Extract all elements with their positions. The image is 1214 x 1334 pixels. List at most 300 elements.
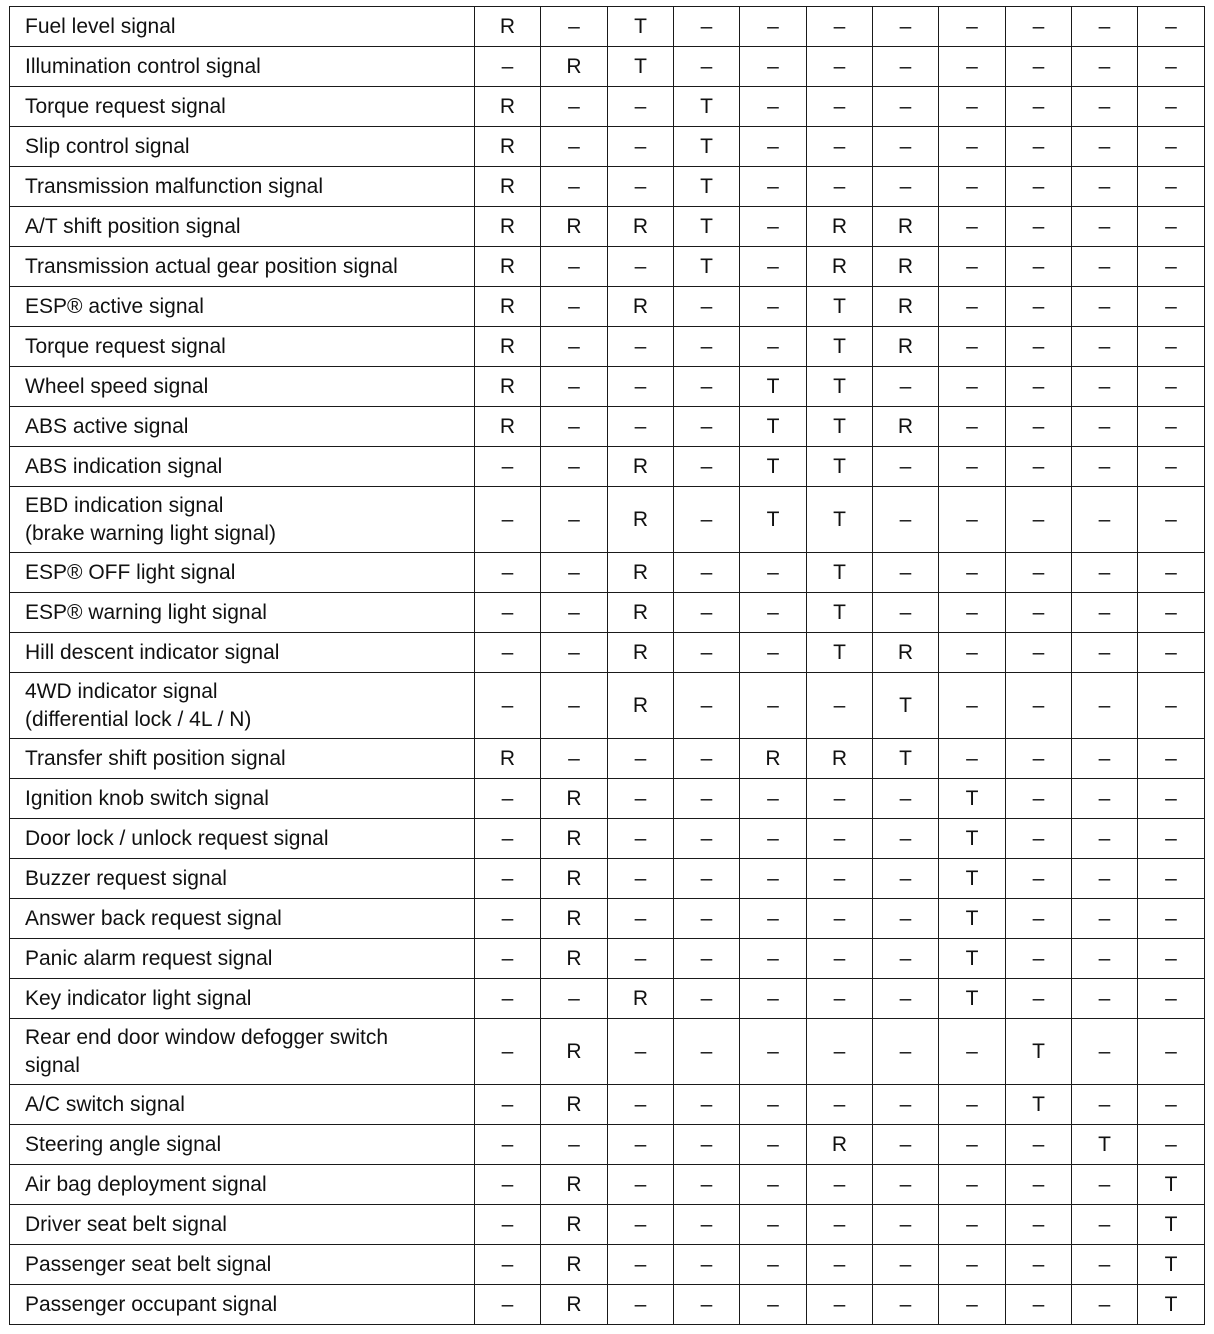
signal-role-cell: – [674,739,740,779]
signal-role-cell: – [740,47,807,87]
signal-role-cell: – [740,939,807,979]
signal-role-cell: R [475,87,541,127]
signal-name-line: Transmission malfunction signal [25,174,324,198]
signal-role-cell: – [1006,739,1072,779]
signal-role-cell: T [807,487,873,553]
signal-role-cell: – [939,487,1006,553]
signal-role-cell: T [1138,1165,1205,1205]
signal-role-cell: – [1138,899,1205,939]
table-row [10,979,1205,1019]
signal-role-cell: – [674,447,740,487]
signal-role-cell: – [475,487,541,553]
signal-role-cell: – [807,673,873,739]
signal-role-cell: T [740,367,807,407]
signal-role-cell: – [1072,487,1138,553]
signal-role-cell: – [1138,87,1205,127]
signal-role-cell: R [541,1019,608,1085]
signal-name-cell [10,487,475,553]
signal-role-cell: – [873,7,939,47]
signal-role-cell: – [541,7,608,47]
signal-role-cell: – [740,1085,807,1125]
signal-role-cell: – [541,247,608,287]
signal-role-cell: – [1072,1019,1138,1085]
signal-role-cell: – [475,633,541,673]
signal-role-cell: – [1006,939,1072,979]
signal-role-cell: – [1072,1245,1138,1285]
signal-name-cell [10,1125,475,1165]
signal-role-cell: – [939,1245,1006,1285]
signal-role-cell: – [475,1205,541,1245]
signal-role-cell: – [608,1165,674,1205]
signal-role-cell: – [674,1019,740,1085]
signal-role-cell: T [807,633,873,673]
signal-role-cell: – [1006,487,1072,553]
signal-role-cell: T [873,739,939,779]
signal-name-line: ESP® OFF light signal [25,560,236,584]
signal-role-cell: – [608,1205,674,1245]
signal-role-cell: – [1006,167,1072,207]
table-row [10,7,1205,47]
signal-name-cell [10,287,475,327]
signal-role-cell: – [541,327,608,367]
signal-role-cell: – [873,1019,939,1085]
signal-role-cell: – [1072,673,1138,739]
signal-role-cell: – [674,47,740,87]
signal-role-cell: – [475,1019,541,1085]
signal-role-cell: – [541,633,608,673]
signal-role-cell: T [1006,1019,1072,1085]
signal-name-line: Passenger seat belt signal [25,1252,272,1276]
signal-role-cell: – [939,1205,1006,1245]
signal-role-cell: – [1072,167,1138,207]
signal-role-cell: – [873,167,939,207]
signal-role-cell: – [939,447,1006,487]
signal-name-line: 4WD indicator signal [25,679,218,703]
signal-role-cell: R [873,633,939,673]
signal-role-cell: – [1072,287,1138,327]
signal-role-cell: – [674,673,740,739]
signal-role-cell: T [1006,1085,1072,1125]
signal-role-cell: – [1006,247,1072,287]
signal-role-cell: – [1138,979,1205,1019]
signal-name-cell [10,1245,475,1285]
table-row [10,207,1205,247]
signal-name-cell [10,1285,475,1325]
signal-role-cell: T [1138,1205,1205,1245]
signal-role-cell: – [1006,899,1072,939]
signal-role-cell: – [740,899,807,939]
signal-role-cell: R [608,979,674,1019]
signal-role-cell: – [1072,407,1138,447]
signal-role-cell: – [807,939,873,979]
table-row [10,127,1205,167]
signal-role-cell: – [541,487,608,553]
table-row [10,779,1205,819]
signal-role-cell: T [674,247,740,287]
signal-role-cell: R [541,1245,608,1285]
signal-role-cell: – [873,553,939,593]
signal-role-cell: – [1072,247,1138,287]
signal-role-cell: – [873,447,939,487]
signal-name-line: (differential lock / 4L / N) [25,707,252,731]
table-row [10,1285,1205,1325]
signal-role-cell: T [807,593,873,633]
signal-role-cell: R [475,367,541,407]
table-row [10,939,1205,979]
signal-name-line: Air bag deployment signal [25,1172,267,1196]
signal-name-cell [10,859,475,899]
signal-name-cell [10,407,475,447]
signal-role-cell: – [1072,1165,1138,1205]
signal-role-cell: – [1006,367,1072,407]
signal-role-cell: – [1072,327,1138,367]
signal-role-cell: – [608,1125,674,1165]
signal-role-cell: – [674,899,740,939]
signal-role-cell: – [807,1085,873,1125]
signal-role-cell: – [475,819,541,859]
signal-role-cell: – [475,899,541,939]
signal-role-cell: – [873,1165,939,1205]
signal-role-cell: R [873,327,939,367]
signal-role-cell: – [1138,859,1205,899]
signal-role-cell: T [939,979,1006,1019]
signal-role-cell: T [939,819,1006,859]
signal-name-line: Torque request signal [25,334,226,358]
signal-role-cell: – [873,487,939,553]
signal-role-cell: T [807,327,873,367]
signal-role-cell: – [674,287,740,327]
signal-name-line: signal [25,1053,80,1077]
signal-name-line: Passenger occupant signal [25,1292,278,1316]
signal-role-cell: T [674,167,740,207]
table-row [10,367,1205,407]
signal-role-cell: – [1138,287,1205,327]
signal-role-cell: – [1072,1085,1138,1125]
signal-role-cell: – [1006,1125,1072,1165]
signal-role-cell: – [475,673,541,739]
signal-role-cell: – [1072,593,1138,633]
signal-role-cell: – [1006,1205,1072,1245]
signal-role-cell: – [674,1245,740,1285]
signal-role-cell: – [1072,899,1138,939]
signal-role-cell: – [873,979,939,1019]
signal-role-cell: – [1138,939,1205,979]
signal-role-cell: – [541,553,608,593]
table-row [10,407,1205,447]
signal-name-line: Panic alarm request signal [25,946,273,970]
table-row [10,899,1205,939]
signal-role-cell: – [1006,47,1072,87]
signal-name-line: Torque request signal [25,94,226,118]
signal-role-cell: – [475,1125,541,1165]
signal-name-cell [10,819,475,859]
signal-role-cell: – [1072,979,1138,1019]
signal-role-cell: R [608,593,674,633]
signal-role-cell: R [608,207,674,247]
signal-role-cell: – [939,593,1006,633]
signal-role-cell: T [608,47,674,87]
signal-role-cell: – [873,367,939,407]
signal-name-cell [10,979,475,1019]
signal-role-cell: – [1072,1205,1138,1245]
signal-role-cell: – [1006,447,1072,487]
table-row [10,673,1205,739]
signal-name-line: Slip control signal [25,134,190,158]
signal-name-line: (brake warning light signal) [25,521,276,545]
signal-role-cell: T [807,447,873,487]
signal-role-cell: – [939,1019,1006,1085]
signal-name-cell [10,899,475,939]
signal-role-cell: R [475,287,541,327]
signal-role-cell: – [807,1285,873,1325]
signal-name-line: Illumination control signal [25,54,261,78]
signal-role-cell: – [1138,407,1205,447]
signal-role-cell: – [873,859,939,899]
signal-role-cell: – [807,47,873,87]
signal-role-cell: – [674,633,740,673]
signal-role-cell: – [740,1245,807,1285]
signal-role-cell: – [740,553,807,593]
signal-role-cell: – [873,1205,939,1245]
signal-role-cell: R [608,487,674,553]
signal-name-cell [10,207,475,247]
signal-role-cell: – [807,899,873,939]
signal-name-cell [10,673,475,739]
signal-role-cell: – [939,207,1006,247]
signal-role-cell: – [939,407,1006,447]
signal-role-cell: R [475,207,541,247]
signal-role-cell: – [873,939,939,979]
signal-role-cell: – [1072,207,1138,247]
signal-role-cell: – [1006,553,1072,593]
signal-role-cell: – [541,407,608,447]
signal-role-cell: T [740,447,807,487]
signal-role-cell: – [1138,127,1205,167]
signal-role-cell: – [475,939,541,979]
signal-role-cell: T [807,367,873,407]
signal-name-cell [10,127,475,167]
signal-role-cell: – [1138,779,1205,819]
signal-role-cell: R [873,407,939,447]
signal-role-cell: – [1138,447,1205,487]
signal-role-cell: – [1138,1085,1205,1125]
signal-role-cell: R [541,207,608,247]
signal-role-cell: – [1006,819,1072,859]
signal-role-cell: – [475,553,541,593]
signal-role-cell: – [807,1019,873,1085]
signal-role-cell: – [873,87,939,127]
signal-role-cell: T [1072,1125,1138,1165]
table-row [10,633,1205,673]
signal-name-line: Ignition knob switch signal [25,786,269,810]
signal-role-cell: R [608,287,674,327]
signal-role-cell: T [1138,1285,1205,1325]
signal-role-cell: R [541,1085,608,1125]
signal-role-cell: – [1072,47,1138,87]
signal-role-cell: – [1006,633,1072,673]
signal-role-cell: – [1006,1245,1072,1285]
signal-role-cell: – [674,779,740,819]
signal-role-cell: – [807,1165,873,1205]
signal-role-cell: – [939,127,1006,167]
signal-role-cell: – [807,87,873,127]
signal-role-cell: – [1138,819,1205,859]
signal-role-cell: T [740,407,807,447]
signal-role-cell: – [674,1125,740,1165]
signal-role-cell: – [1006,779,1072,819]
signal-role-cell: – [1072,7,1138,47]
signal-role-cell: – [1006,979,1072,1019]
signal-role-cell: – [873,593,939,633]
signal-role-cell: – [740,167,807,207]
signal-role-cell: – [740,979,807,1019]
signal-name-line: Rear end door window defogger switch [25,1025,389,1049]
signal-role-cell: – [541,739,608,779]
signal-role-cell: R [541,899,608,939]
signal-name-cell [10,1085,475,1125]
signal-role-cell: – [939,247,1006,287]
signal-role-cell: R [608,633,674,673]
signal-role-cell: R [475,407,541,447]
signal-name-cell [10,779,475,819]
table-row [10,1125,1205,1165]
signal-role-cell: – [873,1125,939,1165]
signal-role-cell: – [740,127,807,167]
signal-role-cell: R [541,1165,608,1205]
table-row [10,859,1205,899]
signal-role-cell: – [541,287,608,327]
signal-role-cell: T [807,407,873,447]
signal-role-cell: – [1072,939,1138,979]
signal-role-cell: – [475,1245,541,1285]
signal-role-cell: – [674,1285,740,1325]
signal-role-cell: – [807,819,873,859]
signal-role-cell: – [939,739,1006,779]
signal-role-cell: – [939,7,1006,47]
signal-role-cell: – [1006,407,1072,447]
signal-name-cell [10,633,475,673]
signal-role-cell: – [1138,167,1205,207]
signal-role-cell: – [674,7,740,47]
signal-role-cell: – [674,939,740,979]
table-row [10,739,1205,779]
table-row [10,1205,1205,1245]
signal-role-cell: R [475,327,541,367]
signal-role-cell: – [939,673,1006,739]
signal-role-cell: – [608,407,674,447]
signal-role-cell: – [740,779,807,819]
signal-role-cell: – [740,633,807,673]
signal-role-cell: – [1072,1285,1138,1325]
table-row [10,447,1205,487]
signal-role-cell: – [475,779,541,819]
signal-role-cell: – [740,287,807,327]
signal-name-line: Transfer shift position signal [25,746,286,770]
signal-role-cell: – [608,327,674,367]
signal-role-cell: – [475,979,541,1019]
signal-role-cell: – [1072,553,1138,593]
signal-role-cell: – [1138,487,1205,553]
signal-role-cell: R [608,673,674,739]
signal-role-cell: – [1138,739,1205,779]
signal-role-cell: – [939,47,1006,87]
table-body [10,7,1205,1325]
signal-role-cell: – [807,859,873,899]
table-row [10,553,1205,593]
signal-role-cell: – [608,819,674,859]
signal-role-cell: R [475,247,541,287]
signal-role-cell: – [1072,127,1138,167]
signal-role-cell: – [1138,327,1205,367]
signal-name-line: Driver seat belt signal [25,1212,227,1236]
signal-role-cell: – [939,167,1006,207]
signal-name-cell [10,247,475,287]
signal-role-cell: – [475,1165,541,1205]
signal-role-cell: – [608,899,674,939]
signal-role-cell: R [541,47,608,87]
signal-role-cell: – [873,779,939,819]
signal-role-cell: – [475,47,541,87]
signal-role-cell: – [674,1085,740,1125]
signal-name-line: EBD indication signal [25,493,224,517]
signal-name-cell [10,553,475,593]
table-row [10,327,1205,367]
signal-role-cell: T [939,899,1006,939]
signal-name-line: Door lock / unlock request signal [25,826,329,850]
table-row [10,1019,1205,1085]
signal-role-cell: – [740,1285,807,1325]
signal-role-cell: – [740,859,807,899]
signal-role-cell: – [674,407,740,447]
signal-role-cell: – [674,593,740,633]
signal-role-cell: – [873,127,939,167]
signal-name-line: Answer back request signal [25,906,282,930]
signal-name-line: ESP® warning light signal [25,600,267,624]
signal-role-cell: – [674,553,740,593]
signal-role-cell: – [740,819,807,859]
signal-role-cell: – [1006,87,1072,127]
signal-role-cell: – [740,327,807,367]
table-row [10,1245,1205,1285]
signal-role-cell: – [608,1245,674,1285]
signal-name-line: ESP® active signal [25,294,204,318]
table-row [10,819,1205,859]
table-row [10,287,1205,327]
signal-role-cell: R [807,247,873,287]
signal-role-cell: – [939,287,1006,327]
signal-role-cell: – [807,127,873,167]
signal-role-cell: – [541,447,608,487]
signal-name-cell [10,7,475,47]
signal-role-cell: R [541,1285,608,1325]
signal-role-cell: – [541,127,608,167]
signal-role-cell: – [740,673,807,739]
signal-role-cell: – [807,7,873,47]
table-row [10,87,1205,127]
signal-role-cell: R [873,247,939,287]
signal-name-cell [10,447,475,487]
signal-role-cell: – [608,779,674,819]
signal-role-cell: R [475,739,541,779]
signal-role-cell: – [740,593,807,633]
signal-role-cell: T [1138,1245,1205,1285]
signal-role-cell: – [873,1245,939,1285]
signal-role-cell: – [1006,1285,1072,1325]
signal-role-cell: – [939,367,1006,407]
signal-role-cell: – [1072,739,1138,779]
signal-role-cell: – [541,593,608,633]
signal-role-cell: – [740,1205,807,1245]
